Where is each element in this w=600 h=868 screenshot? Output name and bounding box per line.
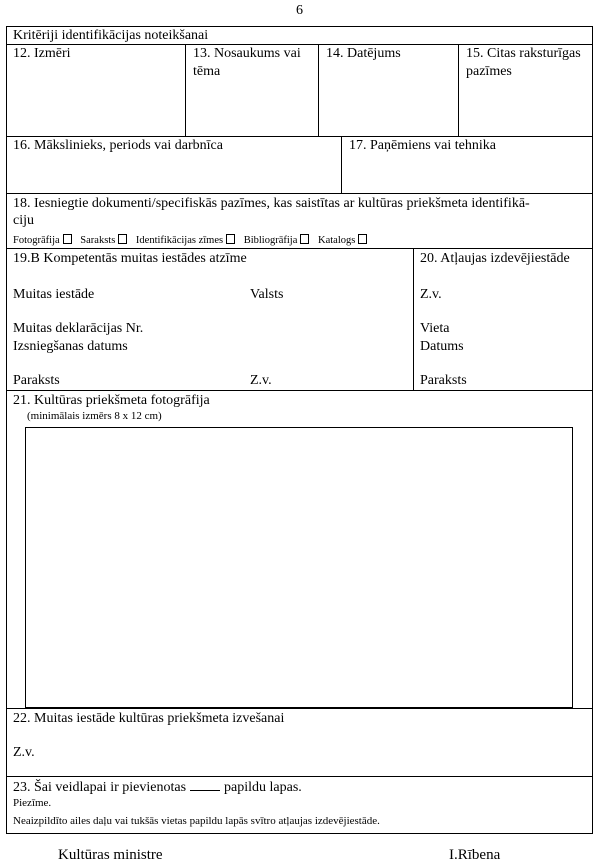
- field-13-label-cont: tēma: [193, 64, 221, 79]
- page-number: 6: [296, 3, 303, 18]
- note-label: Piezīme.: [13, 797, 52, 809]
- field-13-label: 13. Nosaukums vai: [193, 46, 301, 61]
- field-18-options: [13, 234, 373, 247]
- option-label: Fotogrāfija: [13, 235, 60, 246]
- photo-box[interactable]: [25, 427, 573, 708]
- date-label: Datums: [420, 339, 464, 354]
- field-15-label-cont: pazīmes: [466, 64, 512, 79]
- divider: [6, 708, 593, 709]
- checkbox-photo[interactable]: [63, 234, 72, 244]
- stamp-label: Z.v.: [250, 373, 272, 388]
- checkbox-bibliography[interactable]: [300, 234, 309, 244]
- stamp-label: Z.v.: [420, 287, 442, 302]
- divider: [185, 44, 186, 136]
- section-23-text-before: 23. Šai veidlapai ir pievienotas: [13, 780, 187, 795]
- field-18-label: 18. Iesniegtie dokumenti/specifiskās pazīmes, kas saistītas ar kultūras priekšmeta identifikā-: [13, 196, 530, 211]
- customs-office-label: Muitas iestāde: [13, 287, 95, 302]
- checkbox-list[interactable]: [118, 234, 127, 244]
- divider: [413, 248, 414, 390]
- section-19-title: 19.B Kompetentās muitas iestādes atzīme: [13, 251, 247, 266]
- photo-size-note: (minimālais izmērs 8 x 12 cm): [27, 410, 162, 422]
- signature-label: Paraksts: [13, 373, 60, 388]
- checkbox-catalog[interactable]: [358, 234, 367, 244]
- place-label: Vieta: [420, 321, 450, 336]
- divider: [318, 44, 319, 136]
- divider: [6, 776, 593, 777]
- divider: [6, 136, 593, 137]
- field-16-label: 16. Mākslinieks, periods vai darbnīca: [13, 138, 223, 153]
- pages-count-blank[interactable]: [190, 779, 220, 791]
- country-label: Valsts: [250, 287, 284, 302]
- field-14-label: 14. Datējums: [326, 46, 401, 61]
- section-22-title: 22. Muitas iestāde kultūras priekšmeta izvešanai: [13, 711, 285, 726]
- footer-minister-title: Kultūras ministre: [58, 847, 163, 863]
- form-header: Kritēriji identifikācijas noteikšanai: [13, 28, 209, 43]
- footer-minister-name: I.Rībena: [449, 847, 501, 863]
- option-label: Saraksts: [80, 235, 116, 246]
- section-23-text-after: papildu lapas.: [224, 780, 302, 795]
- note-text: Neaizpildīto ailes daļu vai tukšās vietas papildu lapās svītro atļaujas izdevējiestāde.: [13, 815, 380, 827]
- field-18-label-cont: ciju: [13, 213, 34, 228]
- field-12-label: 12. Izmēri: [13, 46, 71, 61]
- section-23-text: [13, 779, 302, 796]
- divider: [341, 136, 342, 193]
- option-label: Katalogs: [318, 235, 356, 246]
- divider: [6, 193, 593, 194]
- signature-label: Paraksts: [420, 373, 467, 388]
- option-label: Bibliogrāfija: [243, 235, 298, 246]
- declaration-number-label: Muitas deklarācijas Nr.: [13, 321, 144, 336]
- stamp-label: Z.v.: [13, 745, 35, 760]
- field-17-label: 17. Paņēmiens vai tehnika: [349, 138, 496, 153]
- divider: [6, 390, 593, 391]
- divider: [6, 44, 593, 45]
- section-21-title: 21. Kultūras priekšmeta fotogrāfija: [13, 393, 210, 408]
- option-label: Identifikācijas zīmes: [135, 235, 224, 246]
- issue-date-label: Izsniegšanas datums: [13, 339, 128, 354]
- section-20-title: 20. Atļaujas izdevējiestāde: [420, 251, 570, 266]
- divider: [6, 248, 593, 249]
- divider: [458, 44, 459, 136]
- field-15-label: 15. Citas raksturīgas: [466, 46, 581, 61]
- checkbox-identification-marks[interactable]: [226, 234, 235, 244]
